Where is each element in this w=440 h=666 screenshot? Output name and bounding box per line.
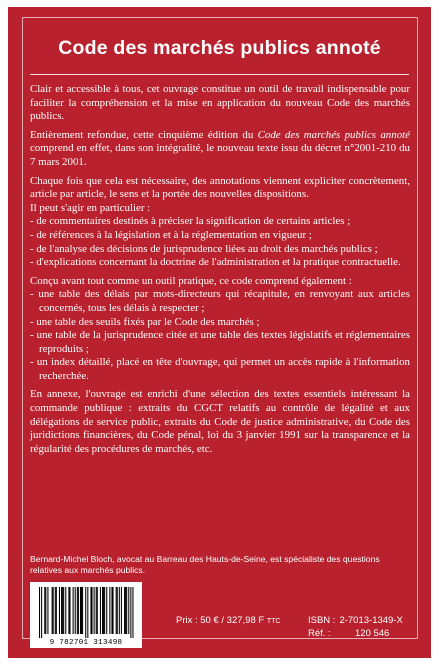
barcode-bar [109,587,110,634]
barcode-bar [80,587,81,634]
edition-text-end: comprend en effet, dans son intégralité, le nouveau texte issu du décret n°2001-210 du 7 mars 2001. [30,142,410,168]
barcode-bar [119,587,120,634]
barcode-bar [81,587,82,634]
barcode-bar [44,587,45,634]
blurb [30,83,410,461]
list-item: - un index détaillé, placé en tête d'ouvrage, qui permet un accès rapide à l'information recherchée. [30,356,410,382]
barcode-bar [73,587,74,634]
barcode-bar [96,587,97,634]
price [176,615,280,626]
blurb-paragraph-annotations: Chaque fois que cela est nécessaire, des annotations viennent expliciter concrètement, article par article, le sens et la portée des nouvelles dispositions. [30,174,410,201]
list-item: - une table des délais par mots-directeurs qui récapitule, en renvoyant aux articles concernés, tous les délais à respecter ; [30,288,410,314]
barcode-bar [65,587,66,634]
price-text: Prix : 50 € / 327,98 F [176,615,265,626]
barcode-bar [85,587,86,638]
ref-label: Réf. : [308,628,331,639]
barcode-bar [45,587,46,634]
title-divider [30,74,409,75]
barcode-bar [62,587,63,634]
isbn [308,615,403,626]
barcode-bar [103,587,104,634]
barcode-bar [100,587,101,634]
blurb-paragraph-edition [30,129,410,170]
features-list-intro: Conçu avant tout comme un outil pratique, ce code comprend également : [30,274,352,287]
barcode-bar [116,587,117,634]
list-item: - d'explications concernant la doctrine de l'administration et la pratique contractuelle. [30,256,401,269]
barcode-bar [111,587,112,634]
isbn-value: 2-7013-1349-X [339,615,403,626]
barcode-bar [47,587,48,634]
isbn-label: ISBN : [308,615,336,626]
annotations-list [30,215,410,269]
list-item: - de l'analyse des décisions de jurisprudence liées au droit des marchés publics ; [30,242,378,255]
barcode-bar [121,587,122,634]
barcode-bar [59,587,60,634]
list-item: - une table des seuils fixés par le Code des marchés ; [30,315,260,328]
barcode-bar [117,587,118,634]
author-note: Bernard-Michel Bloch, avocat au Barreau des Hauts-de-Seine, est spécialiste des questions relatives aux marchés publics. [30,554,380,575]
price-tax-suffix: TTC [266,618,281,625]
barcode-bar [53,587,54,634]
barcode-bar [56,587,57,634]
barcode-bar [92,587,93,634]
barcode-bar [106,587,107,634]
barcode-bar [124,587,125,634]
barcode-bar [102,587,103,634]
list-item: - de références à la législation et à la réglementation en vigueur ; [30,228,312,241]
barcode-bar [52,587,53,634]
barcode-bar [97,587,98,634]
barcode-bar [69,587,70,634]
barcode-bar [130,587,131,638]
barcode [30,582,142,648]
barcode-bar [68,587,69,634]
ref-value: 120 546 [355,628,390,639]
book-title: Code des marchés publics annoté [58,37,381,59]
barcode-bar [55,587,56,634]
list-item: - de commentaires destinés à préciser la signification de certains articles ; [30,215,351,228]
barcode-bar [125,587,126,634]
list-item: - une table de la jurisprudence citée et une table des textes législatifs et réglementaires reproduits ; [30,329,410,355]
barcode-bar [126,587,127,634]
barcode-bar [132,587,133,638]
barcode-bar [63,587,64,634]
barcode-bar [75,587,76,634]
barcode-bar [94,587,95,634]
blurb-paragraph-intro: Clair et accessible à tous, cet ouvrage constitue un outil de travail indispensable pour faciliter la compréhension et la mise en application du nouveau Code des marchés publics. [30,83,410,123]
barcode-bar [90,587,91,634]
barcode-bar [82,587,83,634]
edition-text-start: Entièrement refondue, cette cinquième édition du [30,128,258,141]
barcode-bar [39,587,40,638]
barcode-bar [77,587,78,634]
barcode-bar [61,587,62,634]
features-list [30,288,410,383]
barcode-bar [41,587,42,638]
barcode-bars [30,582,142,638]
barcode-bar [78,587,79,634]
blurb-paragraph-annex: En annexe, l'ouvrage est enrichi d'une sélection des textes essentiels intéressant la commande publique : extraits du CGCT relatifs au contrôle de légalité et aux délégations de service public, extraits du Code de justice administrative, du Code des juridictions financières, du Code pénal, loi du 3 janvier 1991 sur la transparence et la régularité des procédures de marchés, etc. [30,388,410,455]
back-cover [8,7,431,658]
annotations-list-intro: Il peut s'agir en particulier : [30,201,151,214]
reference [308,628,390,639]
barcode-bar [128,587,129,634]
barcode-digits: 9 782701 313498 [49,639,123,647]
barcode-bar [113,587,114,634]
edition-book-name: Code des marchés publics annoté [257,128,411,141]
barcode-bar [104,587,105,634]
barcode-bar [87,587,88,638]
